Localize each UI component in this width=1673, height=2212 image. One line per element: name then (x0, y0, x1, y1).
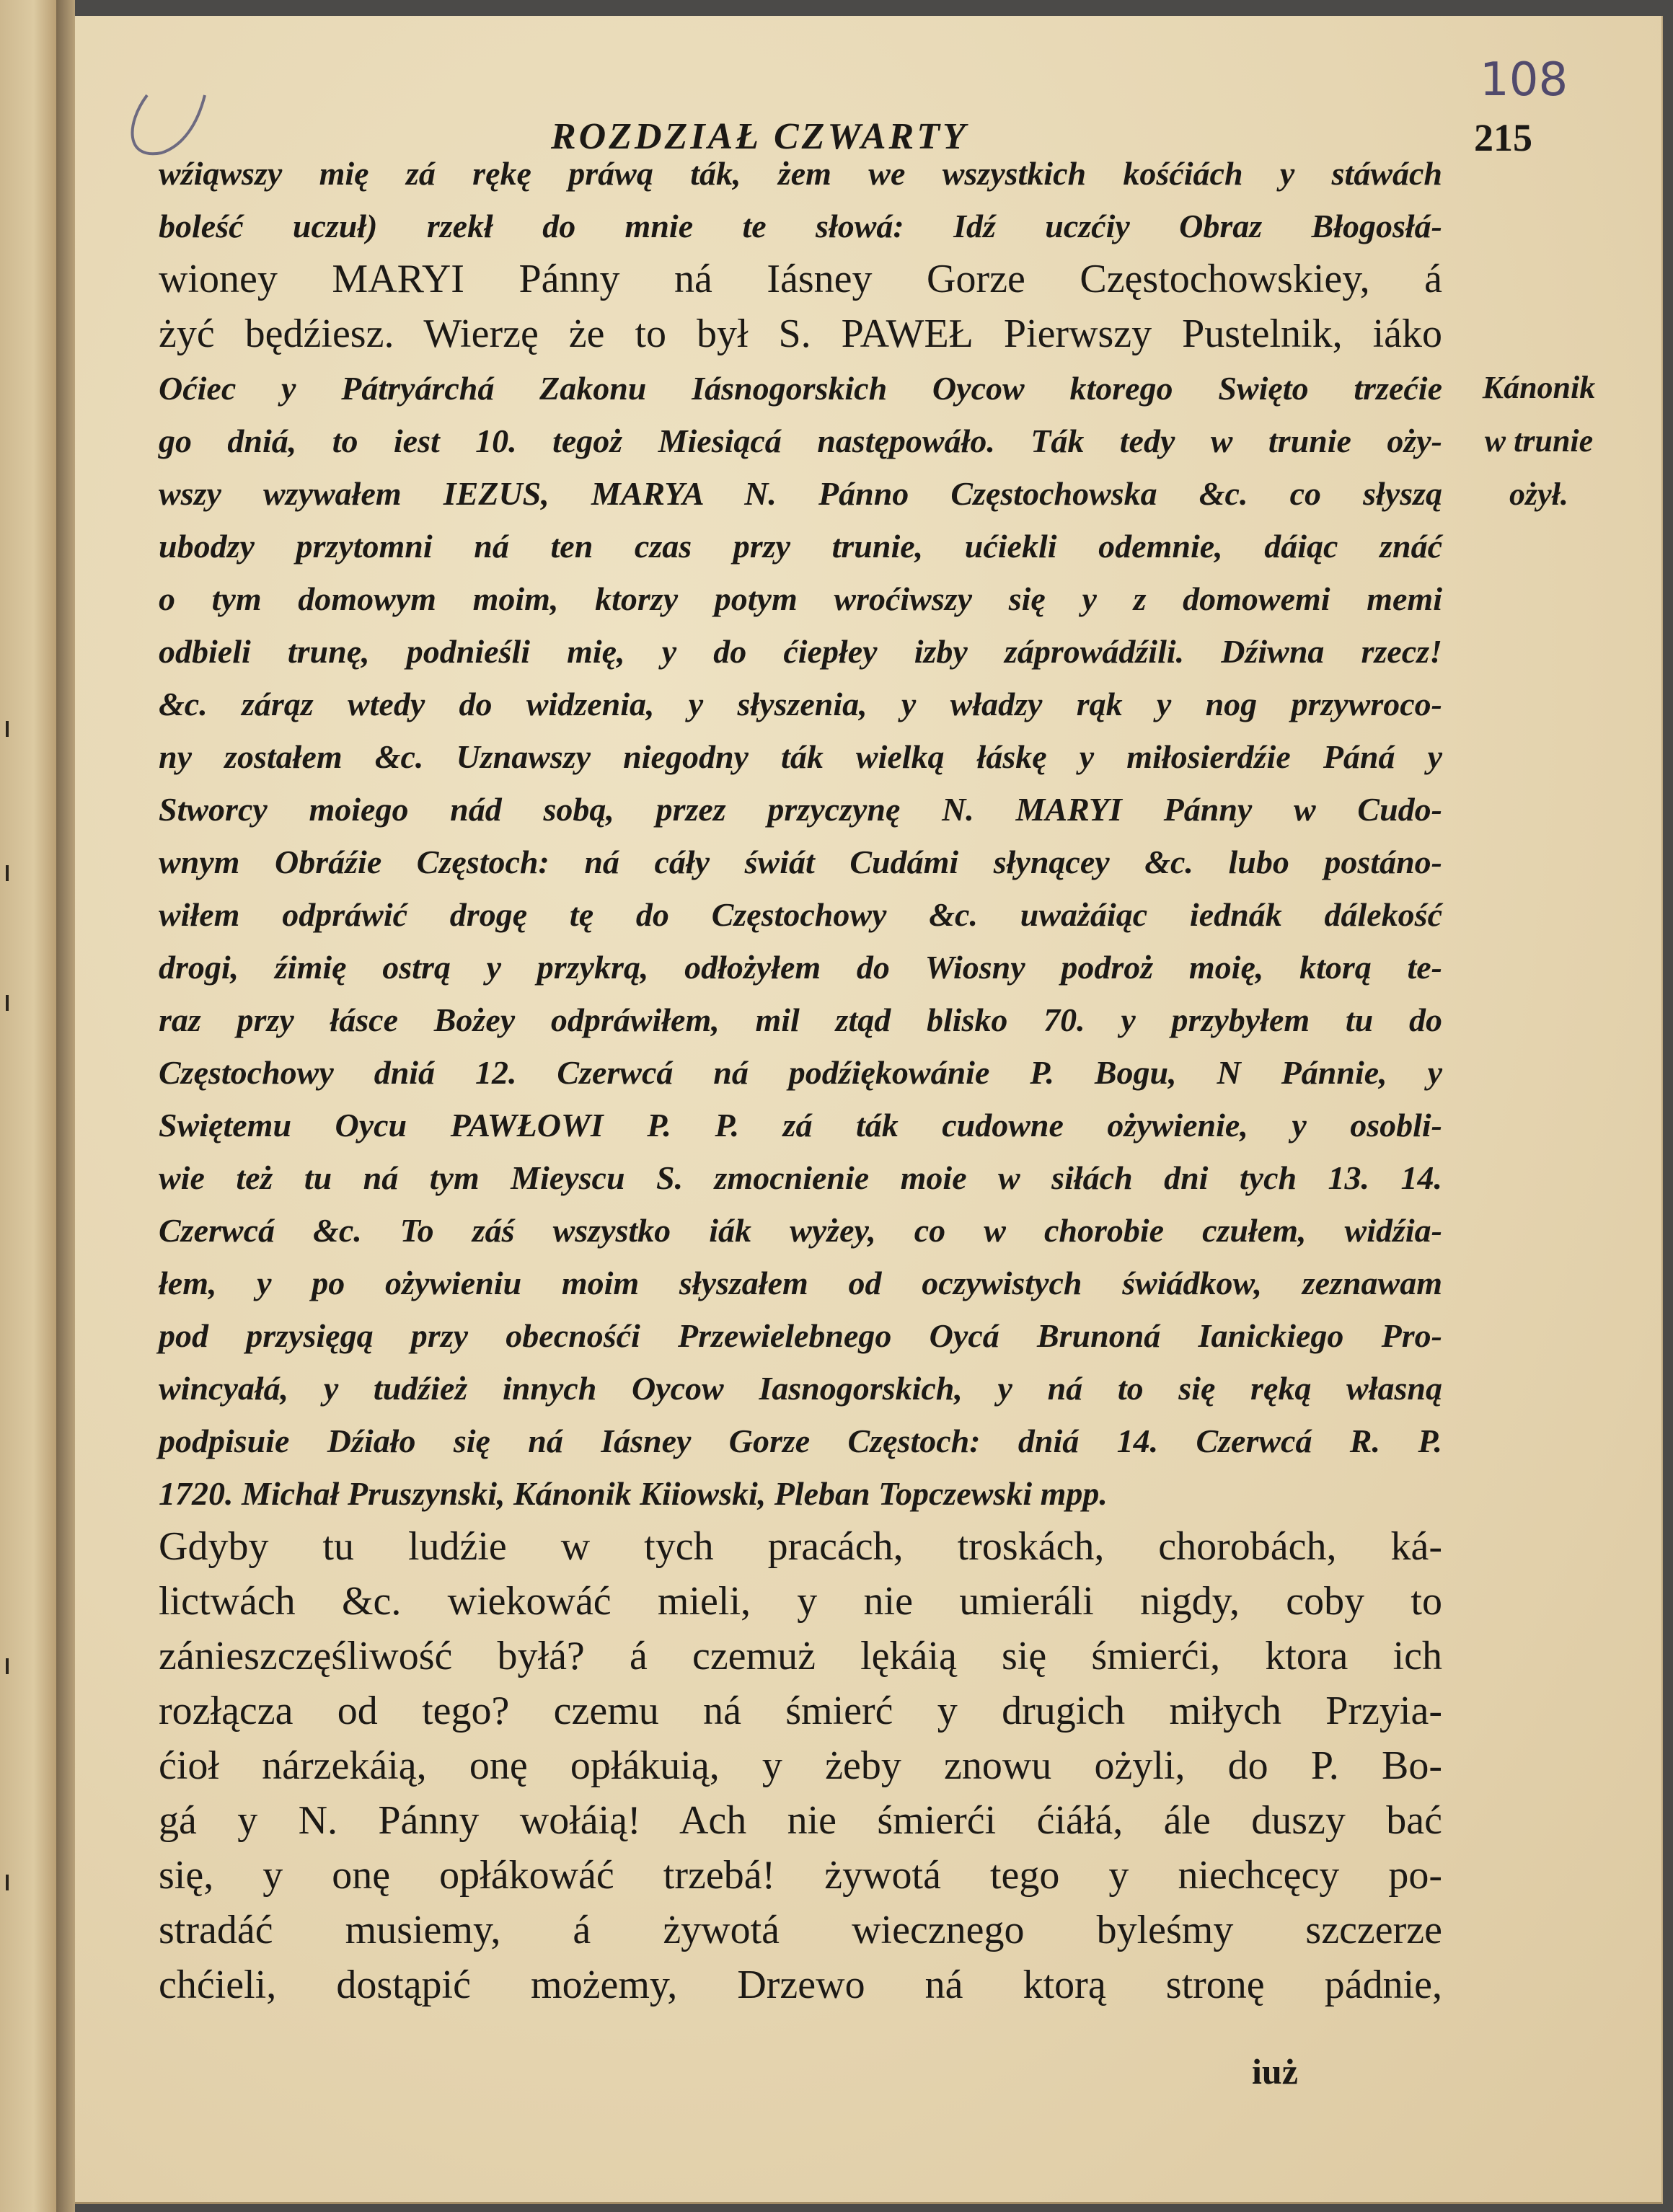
book-gutter (56, 0, 75, 2212)
shelfmark: 108 (1480, 53, 1568, 107)
text-line: Stworcy moiego nád sobą, przez przyczynę N. MARYI Pánny w Cudo- (159, 791, 1442, 828)
ink-mark (6, 721, 9, 737)
text-line: wioney MARYI Pánny ná Iásney Gorze Częstochowskiey, á (159, 257, 1442, 301)
running-title: ROZDZIAŁ CZWARTY (551, 116, 968, 157)
text-line: boleść uczuł) rzekł do mnie te słowá: Idź uczćiy Obraz Błogosłá- (159, 208, 1442, 244)
text-line: &c. zárąz wtedy do widzenia, y słyszenia, y władzy rąk y nog przywroco- (159, 686, 1442, 722)
text-line: Gdyby tu ludźie w tych pracách, troskách, chorobách, ká- (159, 1524, 1442, 1569)
text-line: się, y onę opłákowáć trzebá! żywotá tego y niechcęcy po- (159, 1853, 1442, 1898)
text-line: łem, y po ożywieniu moim słyszałem od oczywistych świádkow, zeznawam (159, 1265, 1442, 1301)
text-line: go dniá, to iest 10. tegoż Miesiącá następowáło. Ták tedy w trunie oży- (159, 423, 1442, 459)
text-line: zánieszczęśliwość byłá? á czemuż lękáią się śmierći, ktora ich (159, 1634, 1442, 1678)
facing-page-edge (0, 0, 58, 2212)
text-line: lictwách &c. wiekowáć mieli, y nie umieráli nigdy, coby to (159, 1579, 1442, 1624)
margin-note: ożył. (1509, 477, 1568, 512)
text-line: podpisuie Dźiało się ná Iásney Gorze Częstoch: dniá 14. Czerwcá R. P. (159, 1423, 1442, 1459)
text-line: ny zostałem &c. Uznawszy niegodny ták wielką łáskę y miłosierdźie Páná y (159, 738, 1442, 775)
margin-note: Kánonik (1482, 370, 1596, 405)
margin-note: w trunie (1484, 423, 1594, 459)
text-line: wźiąwszy mię zá rękę práwą ták, żem we wszystkich kośćiách y stáwách (159, 155, 1442, 192)
text-line: Oćiec y Pátryárchá Zakonu Iásnogorskich Oycow ktorego Swięto trzećie (159, 370, 1442, 407)
book-page (75, 16, 1663, 2204)
text-line: wnym Obráźie Częstoch: ná cáły świát Cudámi słynącey &c. lubo postáno- (159, 844, 1442, 880)
text-line: wie też tu ná tym Mieyscu S. zmocnienie moie w siłách dni tych 13. 14. (159, 1159, 1442, 1196)
text-line: wszy wzywałem IEZUS, MARYA N. Pánno Częstochowska &c. co słyszą (159, 475, 1442, 512)
text-line: 1720. Michał Pruszynski, Kánonik Kiiowski, Pleban Topczewski mpp. (159, 1475, 1108, 1512)
text-line: wiłem odpráwić drogę tę do Częstochowy &c. uważáiąc iednák dálekość (159, 896, 1442, 933)
text-line: żyć będźiesz. Wierzę że to był S. PAWEŁ Pierwszy Pustelnik, iáko (159, 311, 1442, 356)
text-line: gá y N. Pánny wołáią! Ach nie śmierći ćiáłá, ále duszy bać (159, 1798, 1442, 1843)
text-line: stradáć musiemy, á żywotá wiecznego byleśmy szczerze (159, 1908, 1442, 1952)
ink-mark (6, 1875, 9, 1890)
text-line: raz przy łásce Bożey odpráwiłem, mil ztąd blisko 70. y przybyłem tu do (159, 1001, 1442, 1038)
text-line: chćieli, dostąpić możemy, Drzewo ná ktorą stronę pádnie, (159, 1963, 1442, 2007)
folio-number: 215 (1474, 116, 1532, 159)
ink-mark (6, 865, 9, 881)
ink-mark (6, 1658, 9, 1674)
text-line: ubodzy przytomni ná ten czas przy trunie, ućiekli odemnie, dáiąc znáć (159, 528, 1442, 565)
text-line: Swiętemu Oycu PAWŁOWI P. P. zá ták cudowne ożywienie, y osobli- (159, 1107, 1442, 1143)
text-line: wincyałá, y tudźież innych Oycow Iasnogorskich, y ná to się ręką własną (159, 1370, 1442, 1407)
text-line: Czerwcá &c. To záś wszystko iák wyżey, co w chorobie czułem, widźia- (159, 1212, 1442, 1249)
text-line: drogi, źimię ostrą y przykrą, odłożyłem do Wiosny podroż moię, ktorą te- (159, 949, 1442, 986)
catchword: iuż (1252, 2051, 1298, 2092)
text-line: ćioł nárzekáią, onę opłákuią, y żeby znowu ożyli, do P. Bo- (159, 1743, 1442, 1788)
text-line: odbieli trunę, podnieśli mię, y do ćiepłey izby záprowádźili. Dźiwna rzecz! (159, 633, 1442, 670)
ink-mark (6, 995, 9, 1011)
text-line: pod przysięgą przy obecnośći Przewielebnego Oycá Brunoná Ianickiego Pro- (159, 1317, 1442, 1354)
text-line: o tym domowym moim, ktorzy potym wroćiwszy się y z domowemi memi (159, 580, 1442, 617)
text-line: rozłącza od tego? czemu ná śmierć y drugich miłych Przyia- (159, 1689, 1442, 1733)
text-line: Częstochowy dniá 12. Czerwcá ná podźiękowánie P. Bogu, N Pánnie, y (159, 1054, 1442, 1091)
